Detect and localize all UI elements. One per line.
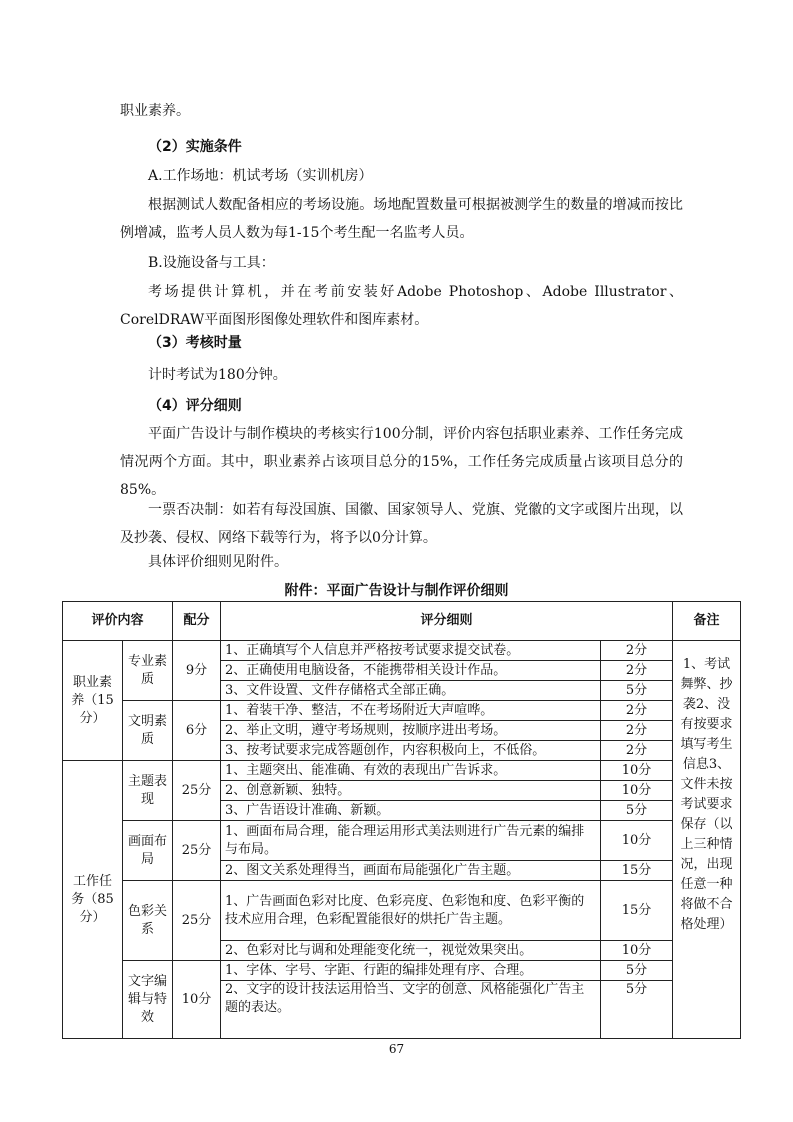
- criteria-cell: 1、字体、字号、字距、行距的编排处理有序、合理。: [221, 961, 601, 981]
- scoring-table: [62, 601, 741, 1039]
- table-row: [63, 961, 741, 981]
- scoring-text: 平面广告设计与制作模块的考核实行100分制，评价内容包括职业素养、工作任务完成情况两个方面。其中，职业素养占该项目总分的15%，工作任务完成质量占该项目总分的85%。: [120, 426, 683, 498]
- criteria-cell: 2、正确使用电脑设备，不能携带相关设计作品。: [221, 661, 601, 681]
- heading-conditions: （2）实施条件: [148, 139, 242, 155]
- score-cell: 10分: [601, 941, 673, 961]
- table-row: [63, 821, 741, 861]
- criteria-cell: 2、文字的设计技法运用恰当、文字的创意、风格能强化广告主题的表达。: [221, 981, 601, 1039]
- header-content: 评价内容: [63, 602, 173, 641]
- score-cell: 5分: [601, 961, 673, 981]
- heading-duration: （3）考核时量: [148, 335, 242, 351]
- equipment-description: 考场提供计算机，并在考前安装好Adobe Photoshop、Adobe Illustrator、CorelDRAW平面图形图像处理软件和图库素材。: [120, 284, 683, 328]
- notes-cell: 1、考试舞弊、抄袭2、没有按要求填写考生信息3、文件未按考试要求保存（以上三种情况，出现任意一种将做不合格处理）: [673, 641, 741, 1039]
- criteria-cell: 2、图文关系处理得当，画面布局能强化广告主题。: [221, 861, 601, 881]
- score-cell: 5分: [601, 681, 673, 701]
- criteria-cell: 3、按考试要求完成答题创作，内容积极向上，不低俗。: [221, 741, 601, 761]
- score-cell: 2分: [601, 721, 673, 741]
- criteria-cell: 1、着装干净、整洁，不在考场附近大声喧哗。: [221, 701, 601, 721]
- score-cell: 5分: [601, 801, 673, 821]
- points-cell: 9分: [173, 641, 221, 701]
- see-appendix-text: 具体评价细则见附件。: [148, 554, 288, 570]
- veto-text: 一票否决制：如若有每没国旗、国徽、国家领导人、党旗、党徽的文字或图片出现，以及抄袭、侵权、网络下载等行为，将予以0分计算。: [120, 502, 683, 546]
- heading-scoring: （4）评分细则: [148, 398, 242, 414]
- table-row: [63, 881, 741, 941]
- subgroup-cell: 文字编辑与特效: [123, 961, 173, 1039]
- group-professional: 职业素养（15分）: [63, 641, 123, 761]
- duration-text: 计时考试为180分钟。: [148, 367, 287, 383]
- header-criteria: 评分细则: [221, 602, 673, 641]
- criteria-cell: 3、文件设置、文件存储格式全部正确。: [221, 681, 601, 701]
- score-cell: 2分: [601, 741, 673, 761]
- subgroup-cell: 主题表现: [123, 761, 173, 821]
- score-cell: 2分: [601, 661, 673, 681]
- table-row: [63, 761, 741, 781]
- score-cell: 15分: [601, 881, 673, 941]
- score-cell: 10分: [601, 821, 673, 861]
- table-row: [63, 641, 741, 661]
- criteria-cell: 2、色彩对比与调和处理能变化统一，视觉效果突出。: [221, 941, 601, 961]
- table-header-row: [63, 602, 741, 641]
- criteria-cell: 3、广告语设计准确、新颖。: [221, 801, 601, 821]
- points-cell: 6分: [173, 701, 221, 761]
- page-number: 67: [388, 1042, 405, 1056]
- site-description: 根据测试人数配备相应的考场设施。场地配置数量可根据被测学生的数量的增减而按比例增减，监考人员人数为每1-15个考生配一名监考人员。: [120, 197, 683, 241]
- subgroup-cell: 色彩关系: [123, 881, 173, 961]
- score-cell: 10分: [601, 761, 673, 781]
- subgroup-cell: 画面布局: [123, 821, 173, 881]
- site-label: A.工作场地：机试考场（实训机房）: [148, 168, 373, 184]
- subgroup-cell: 文明素质: [123, 701, 173, 761]
- points-cell: 25分: [173, 761, 221, 821]
- criteria-cell: 1、主题突出、能准确、有效的表现出广告诉求。: [221, 761, 601, 781]
- table-caption: 附件：平面广告设计与制作评价细则: [284, 583, 509, 599]
- table-row: [63, 701, 741, 721]
- score-cell: 2分: [601, 701, 673, 721]
- score-cell: 10分: [601, 781, 673, 801]
- intro-text: 职业素养。: [120, 103, 190, 119]
- criteria-cell: 1、画面布局合理，能合理运用形式美法则进行广告元素的编排与布局。: [221, 821, 601, 861]
- group-task: 工作任务（85分）: [63, 761, 123, 1039]
- equipment-label: B.设施设备与工具：: [148, 255, 275, 271]
- score-cell: 2分: [601, 641, 673, 661]
- score-cell: 15分: [601, 861, 673, 881]
- subgroup-cell: 专业素质: [123, 641, 173, 701]
- points-cell: 25分: [173, 821, 221, 881]
- points-cell: 25分: [173, 881, 221, 961]
- criteria-cell: 1、正确填写个人信息并严格按考试要求提交试卷。: [221, 641, 601, 661]
- criteria-cell: 2、举止文明，遵守考场规则，按顺序进出考场。: [221, 721, 601, 741]
- criteria-cell: 1、广告画面色彩对比度、色彩亮度、色彩饱和度、色彩平衡的技术应用合理，色彩配置能很好的烘托广告主题。: [221, 881, 601, 941]
- criteria-cell: 2、创意新颖、独特。: [221, 781, 601, 801]
- header-notes: 备注: [673, 602, 741, 641]
- header-points: 配分: [173, 602, 221, 641]
- points-cell: 10分: [173, 961, 221, 1039]
- score-cell: 5分: [601, 981, 673, 1039]
